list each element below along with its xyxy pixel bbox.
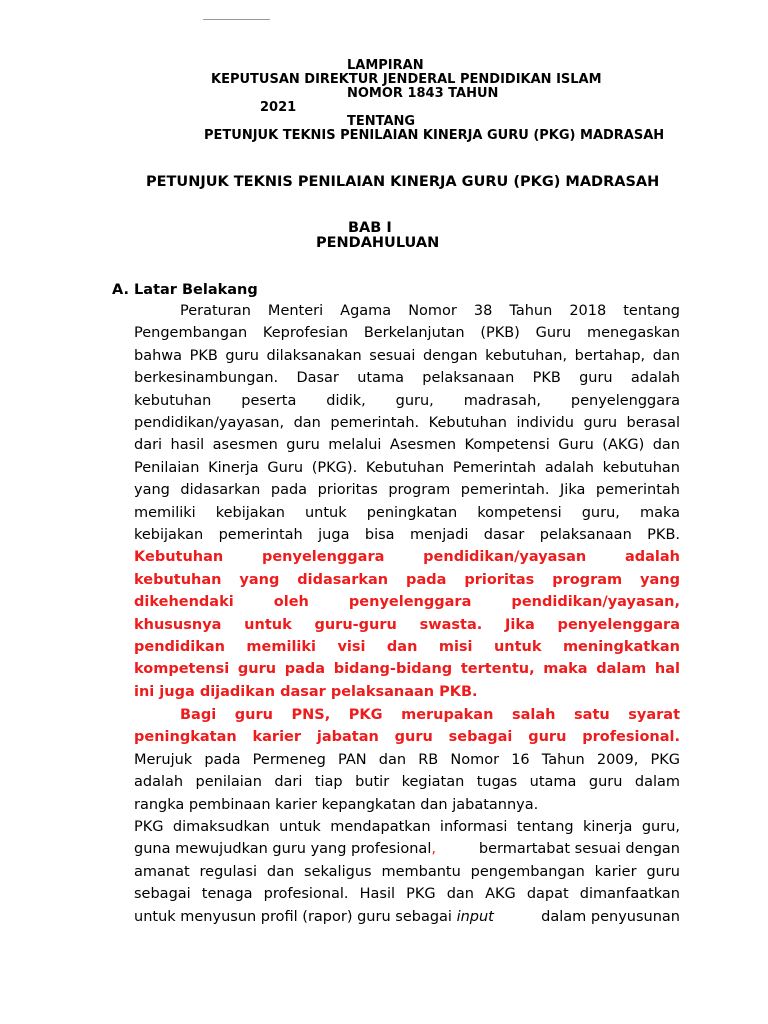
paragraph-line [134,906,680,928]
paragraph-text: bermartabat sesuai dengan [478,841,680,858]
paragraph-text: guna mewujudkan guru yang profesional [134,841,432,858]
italic-term: input [456,908,494,925]
header-rule [203,19,270,20]
paragraph-line: Penilaian Kinerja Guru (PKG). Kebutuhan Pemerintah adalah kebutuhan [134,459,680,476]
chapter-name: PENDAHULUAN [316,235,440,251]
paragraph-line: adalah penilaian dari tiap butir kegiatan tugas utama guru dalam [134,774,680,791]
paragraph-line: yang didasarkan pada prioritas program pemerintah. Jika pemerintah [134,482,680,499]
highlight-line: kompetensi guru pada bidang-bidang tertentu, maka dalam hal [134,661,680,678]
paragraph-line: kebijakan pemerintah juga bisa menjadi dasar pelaksanaan PKB. [134,527,680,543]
paragraph-line: Peraturan Menteri Agama Nomor 38 Tahun 2018 tentang [180,303,680,319]
highlight-line: khususnya untuk guru-guru swasta. Jika penyelenggara [134,616,680,633]
paragraph-line: Pengembangan Keprofesian Berkelanjutan (PKB) Guru menegaskan [134,325,680,342]
highlight-line: Bagi guru PNS, PKG merupakan salah satu syarat [180,707,680,723]
red-comma: , [431,841,436,858]
paragraph-line: Merujuk pada Permeneg PAN dan RB Nomor 16 Tahun 2009, PKG [134,751,680,768]
section-heading: A. Latar Belakang [112,282,258,298]
document-title: PETUNJUK TEKNIS PENILAIAN KINERJA GURU (PKG) MADRASAH [146,174,660,190]
highlight-line: pendidikan memiliki visi dan misi untuk meningkatkan [134,639,680,655]
lampiran-label: LAMPIRAN [347,58,424,73]
paragraph-line: memiliki kebijakan untuk peningkatan kompetensi guru, maka [134,504,680,521]
paragraph-line: kebutuhan peserta didik, guru, madrasah, penyelenggara [134,392,680,409]
decree-number: NOMOR 1843 TAHUN [347,86,499,101]
highlight-line: ini juga dijadikan dasar pelaksanaan PKB. [134,683,478,700]
paragraph-line: pendidikan/yayasan, dan pemerintah. Kebutuhan individu guru berasal [134,415,680,431]
highlight-line: Kebutuhan penyelenggara pendidikan/yayasan adalah [134,549,680,566]
paragraph-line: sebagai tenaga profesional. Hasil PKG dan AKG dapat dimanfaatkan [134,886,680,903]
paragraph-text: dalam penyusunan [541,908,680,925]
decree-title: KEPUTUSAN DIREKTUR JENDERAL PENDIDIKAN ISLAM [211,72,602,87]
tentang-label: TENTANG [347,114,416,129]
highlight-line: kebutuhan yang didasarkan pada prioritas program yang [134,571,680,588]
decree-subject: PETUNJUK TEKNIS PENILAIAN KINERJA GURU (PKG) MADRASAH [204,128,665,143]
paragraph-line: berkesinambungan. Dasar utama pelaksanaan PKB guru adalah [134,370,680,387]
paragraph-line: amanat regulasi dan sekaligus membantu pengembangan karier guru [134,863,680,880]
paragraph-text: untuk menyusun profil (rapor) guru sebagai [134,908,457,925]
paragraph-line: PKG dimaksudkan untuk mendapatkan informasi tentang kinerja guru, [134,819,680,835]
paragraph-line: dari hasil asesmen guru melalui Asesmen Kompetensi Guru (AKG) dan [134,437,680,454]
paragraph-line: rangka pembinaan karier kepangkatan dan jabatannya. [134,796,539,813]
highlight-line: peningkatan karier jabatan guru sebagai guru profesional. [134,729,680,746]
chapter-number: BAB I [348,220,392,236]
paragraph-line [134,838,680,860]
paragraph-line: bahwa PKB guru dilaksanakan sesuai dengan kebutuhan, bertahap, dan [134,347,680,364]
highlight-line: dikehendaki oleh penyelenggara pendidikan/yayasan, [134,594,680,611]
decree-year: 2021 [260,100,297,115]
